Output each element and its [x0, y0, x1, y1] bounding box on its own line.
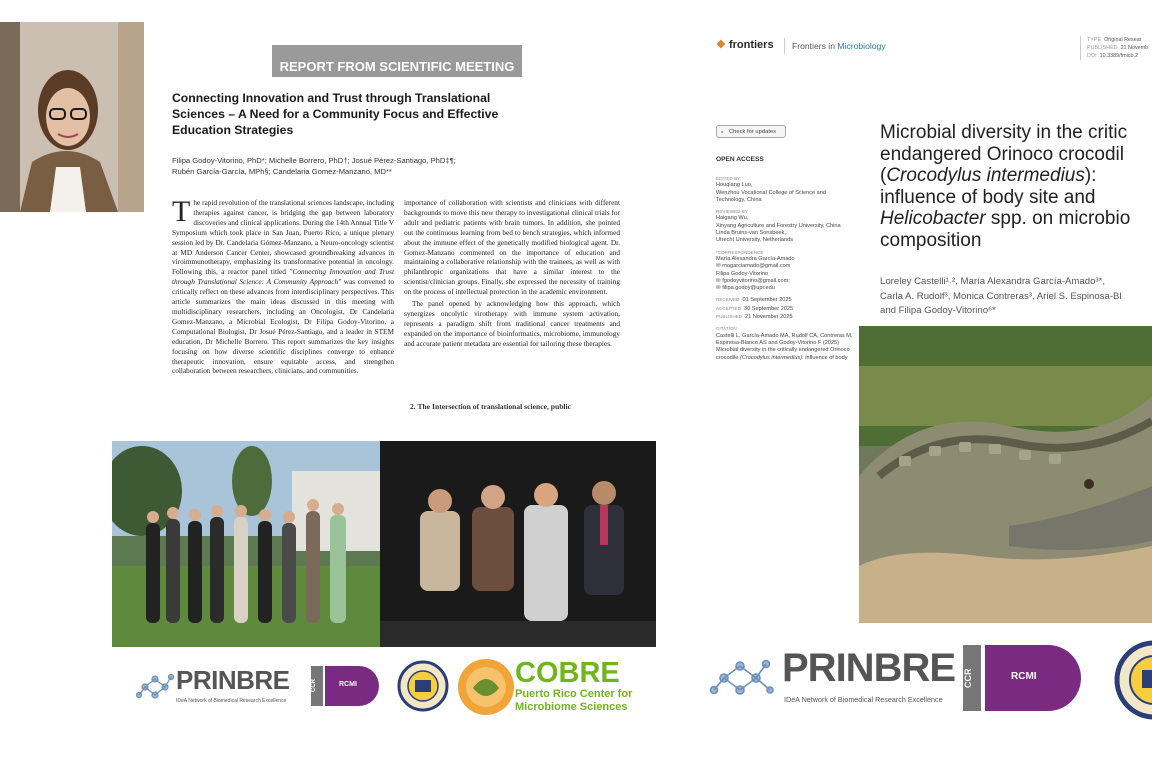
article-meta — [1080, 36, 1148, 60]
journal-name — [792, 41, 886, 51]
title-genus: Helicobacter — [880, 208, 986, 229]
group-photo-outdoor — [112, 441, 380, 647]
column1-text-cont: was convened to critically reflect on these advances from interdisciplinary perspectives. This article summarizes the main ideas discussed in this meeting with multidisciplinary researchers, including an Oncologist, Dr Candelaria Gomez-Manzano, a Microbial Ecologist, Dr Filipa Godoy-Vitorino, a Computational Biologist, Dr Josué Pérez-Santiago, and a leader in STEM education, Dr Michelle Borrero. This report summarizes the key insights focusing on how diverse scientific disciplines converge to enhance therapeutic innovation, ensure equitable access, and strengthen collaboration between researchers, clinicians, and communities. — [172, 277, 394, 376]
title-species: Crocodylus intermedius — [886, 165, 1085, 186]
cobre-wordmark: COBRE — [515, 657, 620, 689]
cobre-subtitle-1: Puerto Rico Center for — [515, 688, 633, 700]
title-line-4: influence of body site and — [880, 186, 1096, 208]
title-line-2: endangered Orinoco crocodil — [880, 143, 1124, 165]
reviewer-2-affiliation: Utrecht University, Netherlands — [716, 237, 793, 244]
article-authors — [880, 275, 1152, 319]
editor-affiliation: Wenzhou Vocational College of Science and Technology, China — [716, 189, 826, 203]
edited-by-label: EDITED BY — [716, 176, 741, 181]
title-line-3: (Crocodylus intermedius): — [880, 165, 1097, 186]
ccr-label: CCR — [311, 666, 323, 706]
open-access-label: OPEN ACCESS — [716, 156, 764, 163]
title-line-1: Microbial diversity in the critic — [880, 122, 1128, 143]
article-title — [880, 122, 1152, 251]
citation-text — [716, 333, 856, 362]
accepted-label: ACCEPTED — [716, 305, 742, 311]
drop-cap: T — [172, 195, 191, 228]
title-line-6: composition — [880, 229, 982, 251]
correspondent-1: María Alexandra García-Amado — [716, 255, 795, 262]
correspondent-2-email-1[interactable]: ✉ fgodoyvitorino@gmail.com; — [716, 277, 790, 284]
meta-published: 21 Novemb — [1120, 45, 1149, 51]
citation-label: CITATION — [716, 326, 737, 332]
authors-line-3: and Filipa Godoy-Vitorino⁶* — [880, 305, 996, 316]
column1-text: he rapid revolution of the translational sciences landscape, including therapies against cancer, is bridging the gap between laboratory discoveries and clinical applications. During the 14th Annual Title V Symposium which took place in San Juan, Puerto Rico, a unique plenary session led by Dr. Candelaria Gómez-Manzano, a Neuro-oncology scientist at MD Anderson Cancer Center, showcased groundbreaking advances in viroimmunotherapy, emphasizing its transformative potential in oncology. Following this, a reactor panel titled — [172, 198, 394, 277]
ccr-rcmi-logo — [311, 666, 379, 706]
reviewer-2-name: Linda Bruins-van Sonsbeek, — [716, 230, 786, 237]
citation-species: (Crocodylus intermedius) — [739, 354, 803, 361]
title-line-3-end: ): — [1084, 165, 1097, 186]
report-title: Connecting Innovation and Trust through Translational Sciences – A Need for a Community Focus and Effective Education Strategies — [172, 91, 499, 137]
accepted-date: 30 September 2025 — [744, 305, 794, 312]
authors-line-1: Loreley Castelli¹˒², María Alexandra García-Amado³*, — [880, 276, 1106, 287]
check-for-updates-button[interactable] — [716, 125, 786, 138]
citation-end: : influence of body — [802, 354, 848, 361]
report-banner: REPORT FROM SCIENTIFIC MEETING — [272, 45, 522, 77]
article-sidebar — [716, 171, 856, 362]
cobre-emblem-icon — [457, 658, 517, 716]
correspondence-label: *CORRESPONDENCE — [716, 249, 764, 255]
report-authors-line1: Filipa Godoy-Vitorino, PhD*; Michelle Borrero, PhD†; Josué Pérez-Santiago, PhD‡¶; — [172, 156, 456, 165]
citation-body: Castelli L, García-Amado MA, Rudolf CA, Contreras M, Espinosa-Blanco AS and Godoy-Vitorino F (2025) Microbial diversity in the critically endangered Orinoco crocodile — [716, 332, 853, 361]
received-date: 01 September 2025 — [742, 297, 792, 304]
meta-published-label: PUBLISHED — [1087, 45, 1118, 51]
frontiers-brand-text: frontiers — [728, 39, 774, 51]
frontiers-logo-icon: ❖ — [716, 39, 726, 51]
meta-type: Original Resear — [1104, 37, 1142, 43]
ccr-rcmi-logo-large — [963, 645, 1081, 711]
check-updates-icon: ◔ — [719, 128, 724, 137]
panel-photo-stage — [380, 441, 656, 647]
report-column-1 — [172, 195, 395, 376]
prinbre-tagline-large: IDeA Network of Biomedical Research Excellence — [784, 695, 943, 704]
brand-divider — [784, 38, 785, 54]
reviewer-1-name: Haigang Wu, — [716, 215, 749, 222]
published-label: PUBLISHED — [716, 314, 743, 320]
section-heading: 2. The Intersection of translational science, public — [410, 402, 572, 411]
correspondent-1-email[interactable]: ✉ magarciamado@gmail.com — [716, 263, 791, 270]
editor-name: Houqiang Luo, — [716, 182, 753, 189]
prinbre-logo — [131, 665, 296, 710]
cobre-subtitle-2: Microbiome Sciences — [515, 701, 628, 713]
journal-title: Microbiology — [837, 41, 886, 51]
university-seal-logo-large — [1114, 640, 1152, 720]
authors-line-2: Carla A. Rudolf³, Monica Contreras³, Ariel S. Espinosa-Bl — [880, 290, 1122, 302]
column1-italic-title: "Connecting Innovation and Trust through Translational Science: A Community Approach" — [172, 267, 395, 287]
prinbre-logo-large — [704, 646, 956, 710]
meta-type-label: TYPE — [1087, 37, 1102, 43]
meta-doi: 10.3389/fmicb.2 — [1099, 53, 1138, 59]
prinbre-wordmark-large: PRINBRE — [782, 646, 956, 690]
crocodile-photo — [859, 326, 1152, 623]
meta-doi-label: DOI — [1087, 53, 1097, 59]
reviewed-by-label: REVIEWED BY — [716, 209, 748, 215]
university-seal-logo — [397, 660, 449, 712]
column2-paragraph2: The panel opened by acknowledging how this approach, which synergizes oncolytic virotherapy with immune system activation, represents a paradigm shift from traditional cancer treatments and expanded on the importance of bioinformatics, microbiome, immunology and accurate patient metadata are essential for tailoring these therapies. — [404, 299, 620, 348]
cobre-logo — [457, 658, 637, 716]
column2-paragraph1: importance of collaboration with scientists and clinicians with different backgrounds to move this new therapy to investigational clinical trials for adult and pediatric patients with brain tumors. In addition, she pointed out the continuous learning from bed to bench strategies, which informed about the immune effect of the genetically modified biological agent. Dr. Gomez-Manzano commented on the importance of education and maintaining a collaborative relationship with the trainees, as well as with philanthropic organizations that have a similar interest to the scientist/clinician groups. Finally, she expressed the necessity of training on the process of intellectual protection in the academic environment. — [404, 198, 620, 297]
prinbre-wordmark: PRINBRE — [176, 665, 290, 695]
report-authors-line2: Rubén García-García, MPh§; Candelaria Gomez-Manzano, MD** — [172, 167, 392, 176]
prinbre-tagline: IDeA Network of Biomedical Research Excellence — [176, 698, 287, 704]
correspondent-2-email-2[interactable]: ✉ filipa.godoy@upr.edu — [716, 285, 775, 292]
frontiers-brand — [716, 38, 774, 51]
report-authors — [172, 155, 502, 177]
reviewer-1-affiliation: Xinyang Agriculture and Forestry University, China — [716, 222, 841, 229]
ccr-label-large: CCR — [963, 645, 981, 711]
author-portrait-photo — [0, 22, 144, 212]
title-line-5 — [880, 208, 1152, 230]
correspondent-2: Filipa Godoy-Vitorino — [716, 270, 769, 277]
title-line-5-end: spp. on microbio — [985, 208, 1131, 229]
rcmi-label: RCMI — [339, 681, 357, 688]
report-column-2 — [404, 198, 620, 349]
received-label: RECEIVED — [716, 297, 740, 303]
journal-prefix: Frontiers in — [792, 41, 835, 51]
rcmi-label-large: RCMI — [1011, 671, 1037, 682]
published-date: 21 November 2025 — [745, 314, 793, 321]
check-updates-label: Check for updates — [729, 129, 777, 135]
